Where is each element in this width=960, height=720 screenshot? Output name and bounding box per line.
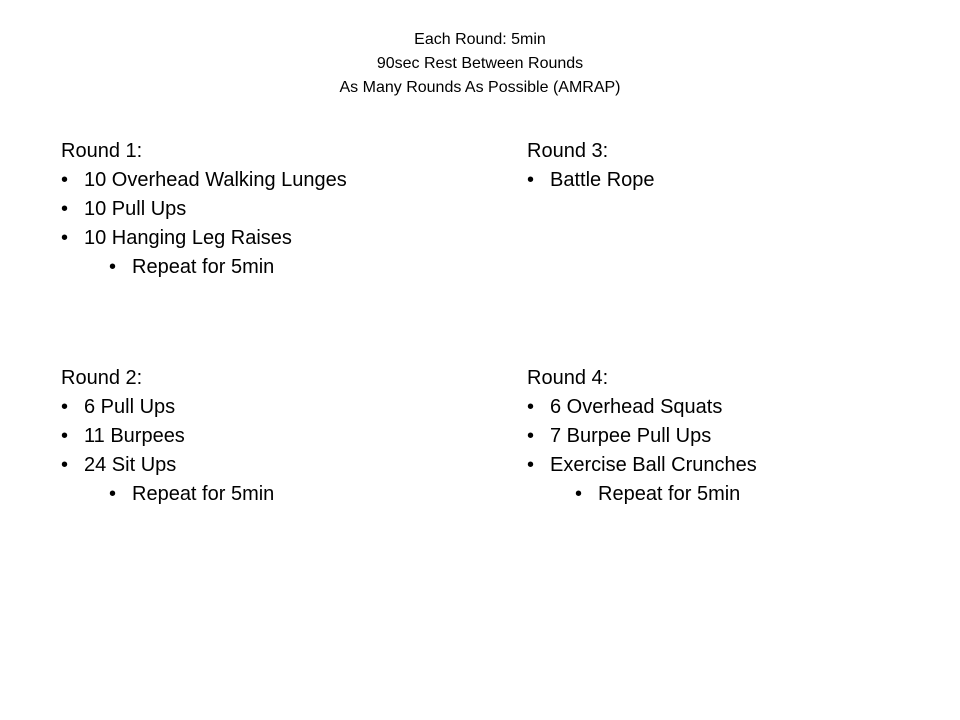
list-item: • 6 Pull Ups — [61, 393, 274, 422]
header — [0, 28, 960, 100]
header-rest-duration: 90sec Rest Between Rounds — [376, 55, 584, 72]
round-4-list — [527, 393, 757, 509]
round-4-block — [527, 364, 757, 509]
round-2-list — [61, 393, 274, 509]
list-item: • 24 Sit Ups — [61, 451, 274, 480]
round-4-title: Round 4: — [527, 367, 609, 389]
list-item: • 11 Burpees — [61, 422, 274, 451]
round-2-repeat-note: • Repeat for 5min — [61, 480, 274, 509]
list-item: • 10 Pull Ups — [61, 195, 347, 224]
round-3-list — [527, 166, 655, 195]
round-4-repeat-note: • Repeat for 5min — [527, 480, 757, 509]
round-1-repeat-note: • Repeat for 5min — [61, 253, 347, 282]
header-round-duration: Each Round: 5min — [414, 31, 546, 48]
list-item: • Battle Rope — [527, 166, 655, 195]
round-1-block — [61, 137, 347, 282]
round-2-block — [61, 364, 274, 509]
list-item: • 10 Hanging Leg Raises — [61, 224, 347, 253]
round-3-block — [527, 137, 655, 195]
list-item: • 6 Overhead Squats — [527, 393, 757, 422]
list-item: • 7 Burpee Pull Ups — [527, 422, 757, 451]
header-format: As Many Rounds As Possible (AMRAP) — [339, 79, 621, 96]
round-3-title: Round 3: — [527, 140, 609, 162]
list-item: • 10 Overhead Walking Lunges — [61, 166, 347, 195]
round-1-list — [61, 166, 347, 282]
round-2-title: Round 2: — [61, 367, 143, 389]
round-1-title: Round 1: — [61, 140, 143, 162]
list-item: • Exercise Ball Crunches — [527, 451, 757, 480]
